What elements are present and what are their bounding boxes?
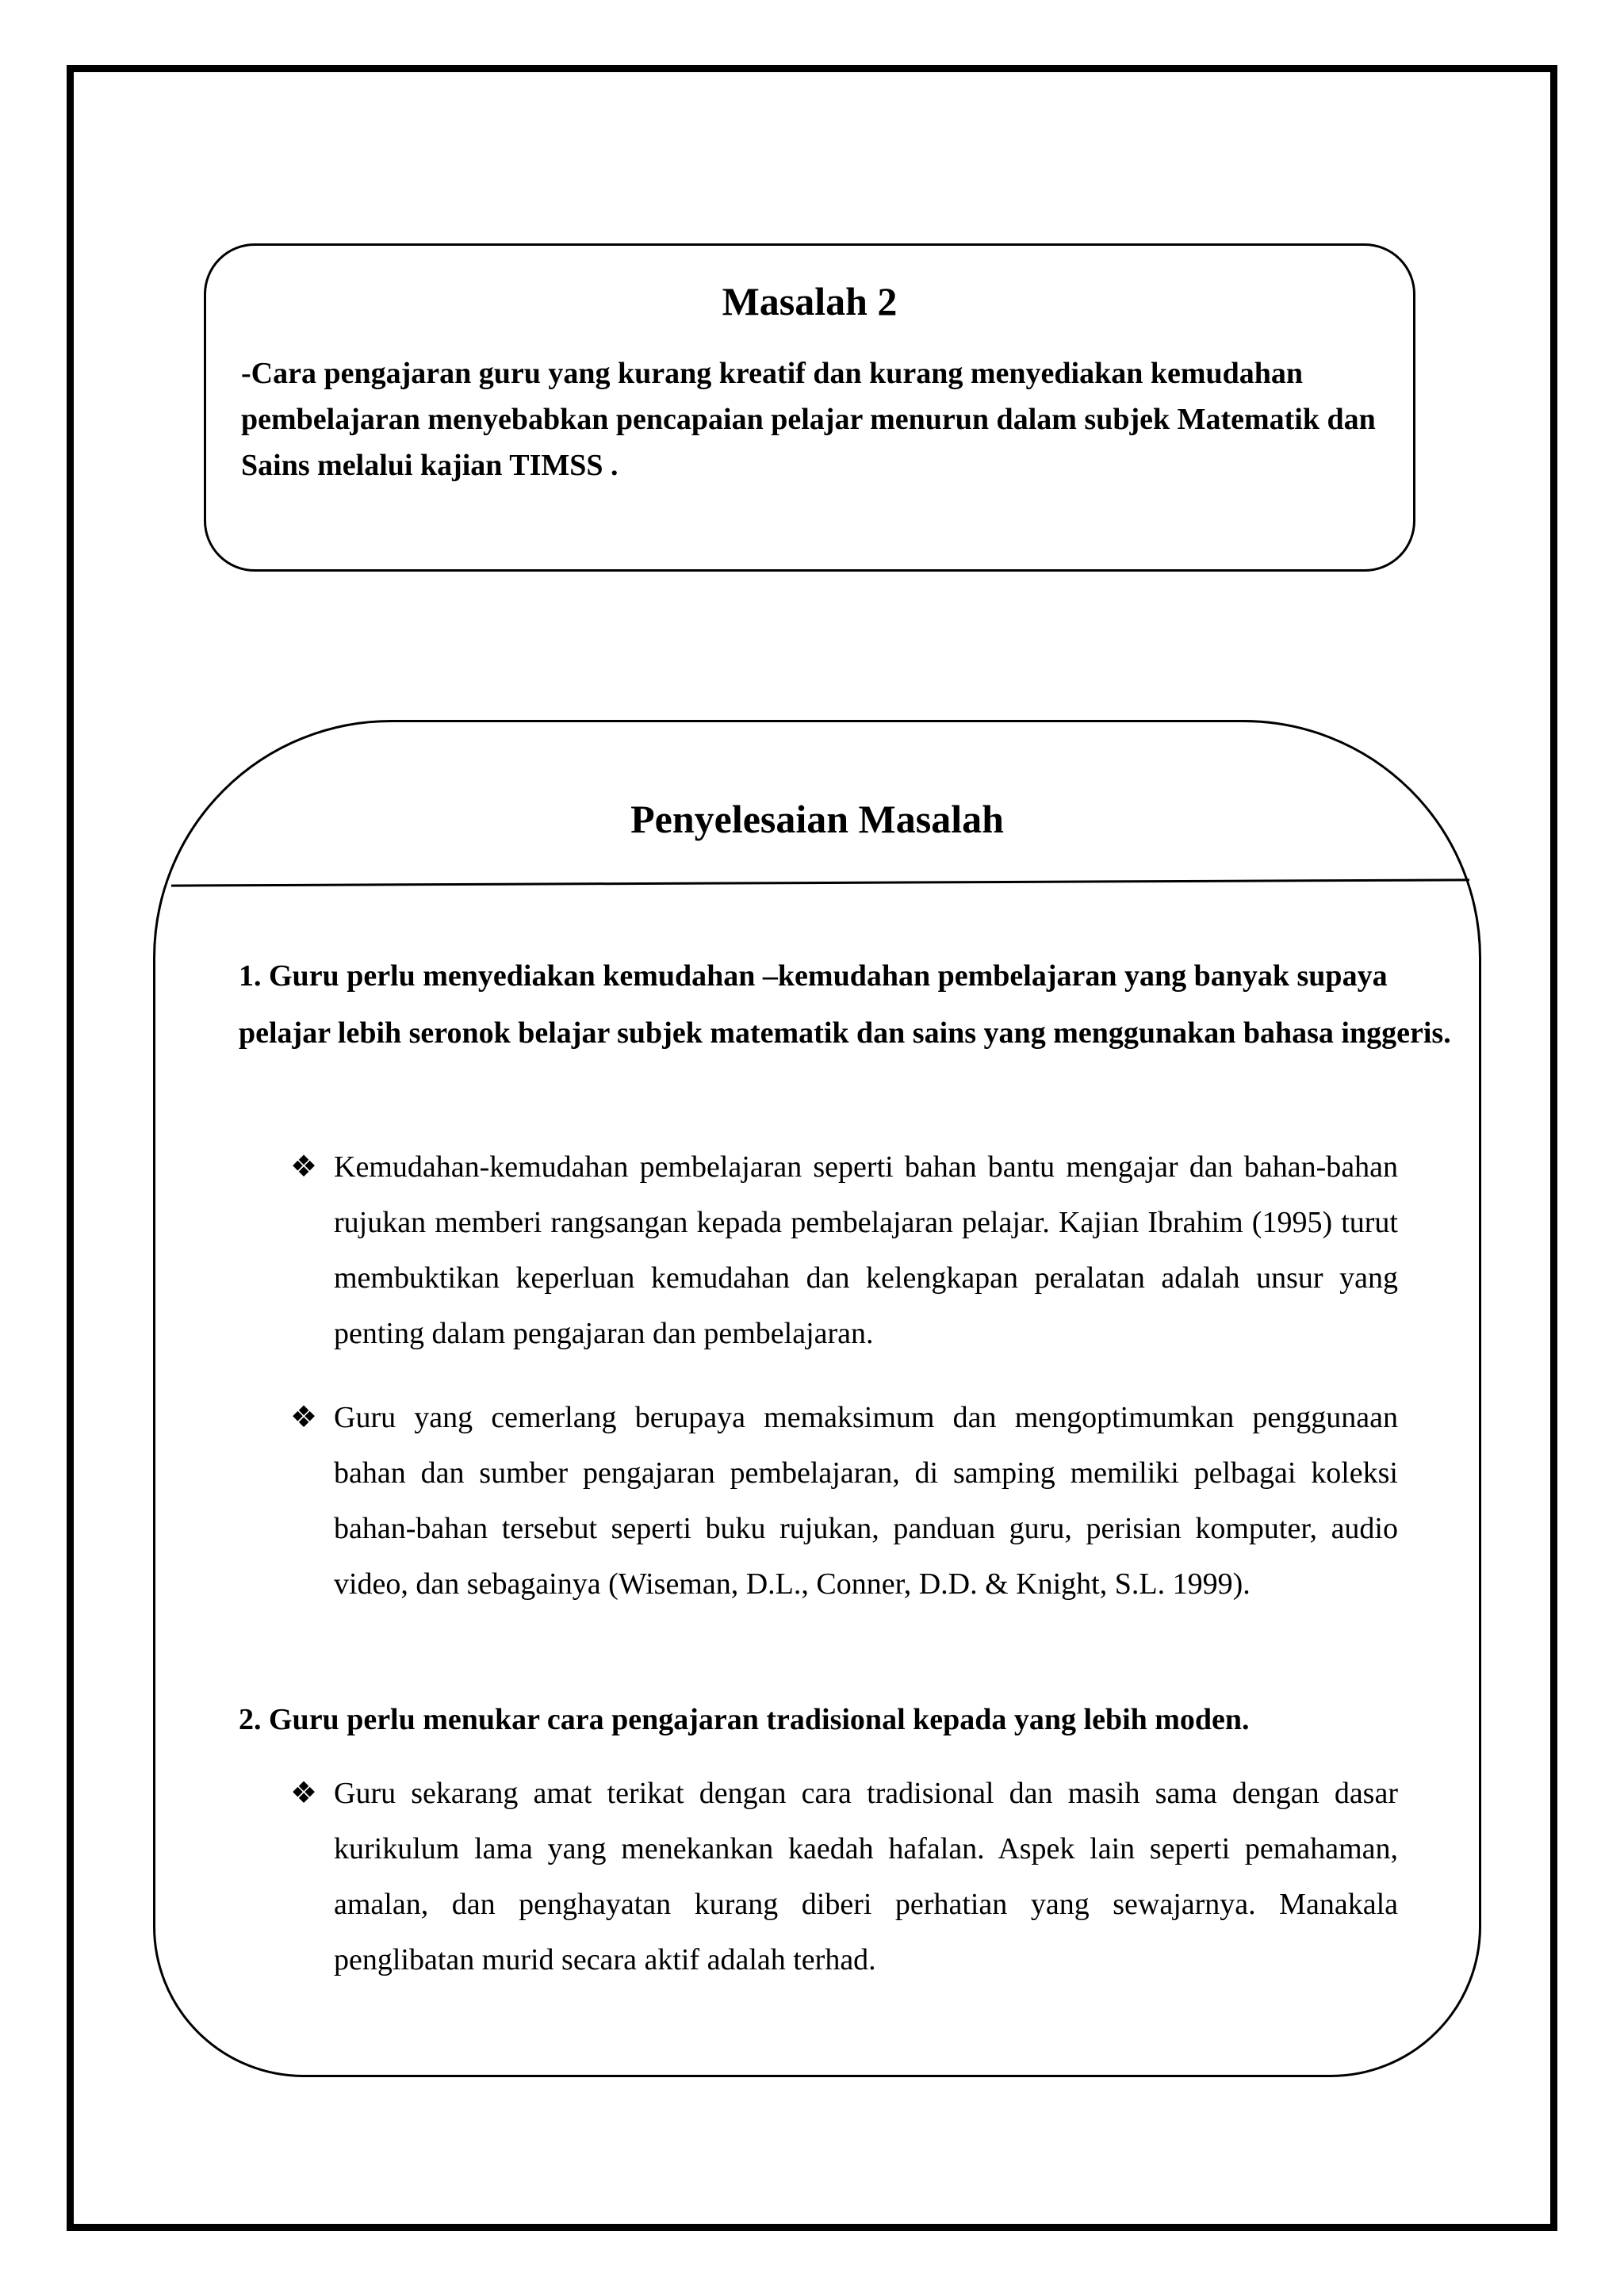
problem-box	[204, 243, 1415, 572]
diamond-bullet-icon: ❖	[290, 1150, 318, 1184]
point-2-heading: 2. Guru perlu menukar cara pengajaran tradisional kepada yang lebih moden.	[239, 1703, 1250, 1736]
bullet-text: Guru sekarang amat terikat dengan cara tradisional dan masih sama dengan dasar kurikulum lama yang menekankan kaedah hafalan. Aspek lain seperti pemahaman, amalan, dan penghayatan kurang diberi perhatian yang sewajarnya. Manakala penglibatan murid secara aktif adalah terhad.	[334, 1777, 1398, 1976]
title-divider	[171, 878, 1469, 886]
bullet-text: Guru yang cemerlang berupaya memaksimum dan mengoptimumkan penggunaan bahan dan sumber pengajaran pembelajaran, di samping memiliki pelbagai koleksi bahan-bahan tersebut seperti buku rujukan, panduan guru, perisian komputer, audio video, dan sebagainya (Wiseman, D.L., Conner, D.D. & Knight, S.L. 1999).	[334, 1401, 1398, 1601]
problem-text: -Cara pengajaran guru yang kurang kreatif dan kurang menyediakan kemudahan pembelajaran menyebabkan pencapaian pelajar menurun dalam subjek Matematik dan Sains melalui kajian TIMSS .	[241, 357, 1376, 482]
diamond-bullet-icon: ❖	[290, 1777, 318, 1810]
solution-title: Penyelesaian Masalah	[630, 797, 1004, 841]
point-2-bullet-1	[290, 1766, 1398, 1988]
diamond-bullet-icon: ❖	[290, 1401, 318, 1434]
bullet-text: Kemudahan-kemudahan pembelajaran seperti bahan bantu mengajar dan bahan-bahan rujukan memberi rangsangan kepada pembelajaran pelajar. Kajian Ibrahim (1995) turut membuktikan keperluan kemudahan dan kelengkapan peralatan adalah unsur yang penting dalam pengajaran dan pembelajaran.	[334, 1150, 1398, 1350]
point-1-bullet-2	[290, 1390, 1398, 1612]
problem-title: Masalah 2	[722, 279, 898, 323]
point-1-heading: 1. Guru perlu menyediakan kemudahan –kemudahan pembelajaran yang banyak supaya pelajar lebih seronok belajar subjek matematik dan sains yang menggunakan bahasa inggeris.	[239, 959, 1451, 1050]
solution-box	[153, 720, 1481, 2077]
point-1-bullet-1	[290, 1139, 1398, 1361]
